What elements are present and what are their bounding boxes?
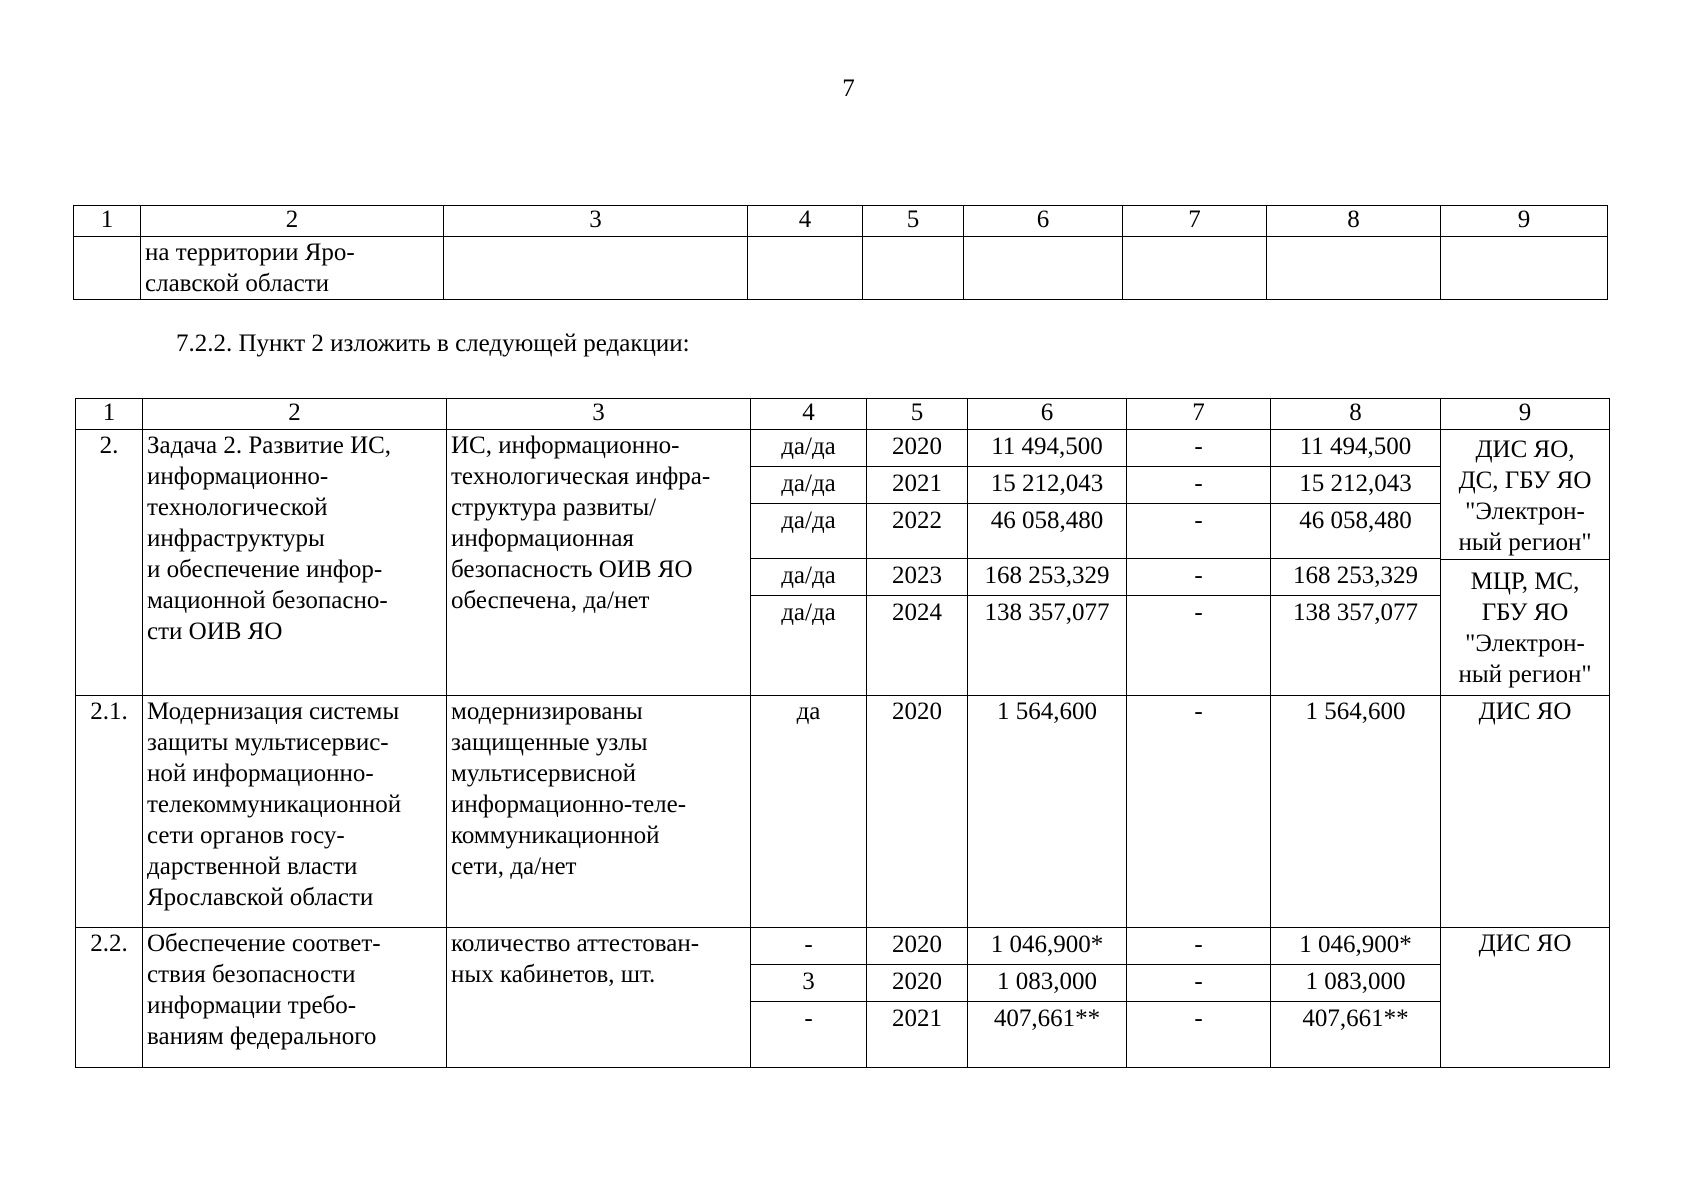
text-line: ной информационно- bbox=[147, 760, 374, 787]
sub-amount: 46 058,480 bbox=[1271, 503, 1440, 558]
text-line: Ярославской области bbox=[147, 884, 374, 911]
text-line: ДС, ГБУ ЯО bbox=[1458, 467, 1592, 494]
sub-total: 168 253,329 bbox=[968, 558, 1126, 595]
text-line: славской области bbox=[145, 270, 329, 297]
text-line: ствия безопасности bbox=[147, 961, 356, 988]
sub-year: 2020 bbox=[892, 931, 942, 958]
text-line: защиты мультисервис- bbox=[147, 729, 389, 756]
header-cell: 7 bbox=[1123, 206, 1267, 237]
header-row bbox=[74, 206, 1608, 237]
total: 1 564,600 bbox=[968, 696, 1127, 928]
amendment-paragraph: 7.2.2. Пункт 2 изложить в следующей редакции: bbox=[176, 330, 690, 357]
task-name-cell bbox=[143, 928, 447, 1068]
task-name-cell bbox=[143, 430, 447, 696]
text-line: информационно-теле- bbox=[451, 791, 687, 818]
sub-year: 2021 bbox=[867, 466, 967, 503]
sub-total: 1 083,000 bbox=[968, 964, 1126, 1001]
text-line: ный регион" bbox=[1458, 661, 1592, 688]
header-cell: 5 bbox=[867, 399, 968, 430]
sub-amount: 1 083,000 bbox=[1271, 964, 1440, 1001]
executor: ДИС ЯО bbox=[1441, 696, 1610, 928]
header-cell: 8 bbox=[1271, 399, 1441, 430]
sub-dash: - bbox=[1127, 503, 1270, 558]
sub-amount: 11 494,500 bbox=[1299, 433, 1412, 460]
col7-cell bbox=[1127, 928, 1271, 1068]
header-cell: 4 bbox=[751, 399, 867, 430]
amount: 1 564,600 bbox=[1271, 696, 1441, 928]
indicator-cell bbox=[447, 430, 751, 696]
text-line: ный регион" bbox=[1458, 529, 1592, 556]
total-cell bbox=[968, 928, 1127, 1068]
task-name-cell bbox=[143, 696, 447, 928]
indicator-value-cell bbox=[751, 928, 867, 1068]
header-cell: 2 bbox=[143, 399, 447, 430]
sub-dash: - bbox=[1127, 595, 1270, 632]
sub-dash: - bbox=[1194, 931, 1203, 958]
text-line: ГБУ ЯО bbox=[1481, 599, 1569, 626]
text-line: мационной безопасно- bbox=[147, 587, 388, 614]
table-row bbox=[76, 430, 1610, 696]
text-line: коммуникационной bbox=[451, 822, 660, 849]
continuation-table bbox=[73, 205, 1608, 300]
executor-cell bbox=[1441, 430, 1610, 696]
sub-total: 138 357,077 bbox=[968, 595, 1126, 632]
text-line: мультисервисной bbox=[451, 760, 636, 787]
sub-dash: - bbox=[1127, 964, 1270, 1001]
sub-year: 2023 bbox=[867, 558, 967, 595]
header-cell: 9 bbox=[1441, 399, 1610, 430]
text-line: модернизированы bbox=[451, 698, 643, 725]
indicator-cell bbox=[447, 928, 751, 1068]
sub-value: - bbox=[751, 1001, 866, 1038]
text-line: информационная bbox=[451, 525, 634, 552]
total-cell bbox=[968, 430, 1127, 696]
table-row bbox=[74, 237, 1608, 300]
sub-value: 3 bbox=[751, 964, 866, 1001]
header-cell: 5 bbox=[863, 206, 964, 237]
sub-value: да/да bbox=[751, 503, 866, 558]
text-line: ДИС ЯО, bbox=[1475, 436, 1575, 463]
sub-amount: 138 357,077 bbox=[1271, 595, 1440, 632]
row-number: 2.2. bbox=[76, 928, 143, 1068]
header-cell: 7 bbox=[1127, 399, 1271, 430]
text-line: сти ОИВ ЯО bbox=[147, 618, 283, 645]
sub-value: да/да bbox=[751, 558, 866, 595]
header-cell: 8 bbox=[1267, 206, 1441, 237]
sub-dash: - bbox=[1127, 558, 1270, 595]
text-line: телекоммуникационной bbox=[147, 791, 402, 818]
indicator-cell bbox=[447, 696, 751, 928]
text-line: Модернизация системы bbox=[147, 698, 400, 725]
text-line: информационно- bbox=[147, 463, 329, 490]
header-cell: 6 bbox=[968, 399, 1127, 430]
year-cell bbox=[867, 928, 968, 1068]
sub-value: да/да bbox=[751, 595, 866, 632]
col7-dash: - bbox=[1127, 696, 1271, 928]
year: 2020 bbox=[867, 696, 968, 928]
sub-year: 2020 bbox=[892, 433, 942, 460]
text-line: МЦР, МС, bbox=[1470, 568, 1580, 595]
col8-cell bbox=[1271, 430, 1441, 696]
text-line: безопасность ОИВ ЯО bbox=[451, 556, 693, 583]
header-cell: 1 bbox=[74, 206, 141, 237]
header-cell: 9 bbox=[1441, 206, 1608, 237]
sub-dash: - bbox=[1127, 466, 1270, 503]
text-line: технологическая инфра- bbox=[451, 463, 711, 490]
sub-year: 2024 bbox=[867, 595, 967, 632]
text-line: сети органов госу- bbox=[147, 822, 345, 849]
sub-year: 2021 bbox=[867, 1001, 967, 1038]
text-line: "Электрон- bbox=[1465, 630, 1585, 657]
year-cell bbox=[867, 430, 968, 696]
executor-bottom bbox=[1441, 560, 1609, 690]
header-cell: 6 bbox=[964, 206, 1123, 237]
sub-amount: 168 253,329 bbox=[1271, 558, 1440, 595]
header-cell: 3 bbox=[447, 399, 751, 430]
header-cell: 3 bbox=[444, 206, 748, 237]
header-cell: 1 bbox=[76, 399, 143, 430]
executor-top bbox=[1441, 430, 1609, 560]
sub-amount: 15 212,043 bbox=[1271, 466, 1440, 503]
col8-cell bbox=[1271, 928, 1441, 1068]
program-table bbox=[75, 398, 1610, 1068]
table-row bbox=[76, 928, 1610, 1068]
text-line: "Электрон- bbox=[1465, 498, 1585, 525]
header-row bbox=[76, 399, 1610, 430]
sub-total: 11 494,500 bbox=[991, 433, 1103, 460]
sub-year: 2022 bbox=[867, 503, 967, 558]
sub-dash: - bbox=[1127, 1001, 1270, 1038]
text-line: обеспечена, да/нет bbox=[451, 587, 650, 614]
text-line: сети, да/нет bbox=[451, 853, 577, 880]
page-number: 7 bbox=[842, 75, 855, 102]
sub-total: 407,661** bbox=[968, 1001, 1126, 1038]
text-line: Обеспечение соответ- bbox=[147, 930, 381, 957]
text-line: ИС, информационно- bbox=[451, 432, 680, 459]
sub-total: 1 046,900* bbox=[990, 931, 1104, 958]
sub-dash: - bbox=[1194, 433, 1203, 460]
header-cell: 2 bbox=[141, 206, 444, 237]
indicator-value: да bbox=[751, 696, 867, 928]
sub-total: 15 212,043 bbox=[968, 466, 1126, 503]
row-number: 2. bbox=[76, 430, 143, 696]
text-line: и обеспечение инфор- bbox=[147, 556, 383, 583]
text-line: Задача 2. Развитие ИС, bbox=[147, 432, 392, 459]
sub-value: да/да bbox=[781, 433, 836, 460]
sub-year: 2020 bbox=[867, 964, 967, 1001]
sub-amount: 407,661** bbox=[1271, 1001, 1440, 1038]
sub-total: 46 058,480 bbox=[968, 503, 1126, 558]
name-cell bbox=[141, 237, 444, 300]
text-line: количество аттестован- bbox=[451, 930, 700, 957]
text-line: дарственной власти bbox=[147, 853, 358, 880]
text-line: защищенные узлы bbox=[451, 729, 648, 756]
executor: ДИС ЯО bbox=[1441, 928, 1610, 1068]
text-line: на территории Яро- bbox=[145, 239, 355, 266]
sub-value: - bbox=[804, 931, 813, 958]
text-line: ных кабинетов, шт. bbox=[451, 961, 656, 988]
indicator-value-cell bbox=[751, 430, 867, 696]
header-cell: 4 bbox=[748, 206, 863, 237]
text-line: структура развиты/ bbox=[451, 494, 657, 521]
text-line: технологической bbox=[147, 494, 328, 521]
sub-amount: 1 046,900* bbox=[1299, 931, 1412, 958]
text-line: информации требо- bbox=[147, 992, 357, 1019]
col7-cell bbox=[1127, 430, 1271, 696]
sub-value: да/да bbox=[751, 466, 866, 503]
text-line: ваниям федерального bbox=[147, 1023, 377, 1050]
table-row bbox=[76, 696, 1610, 928]
text-line: инфраструктуры bbox=[147, 525, 325, 552]
row-number: 2.1. bbox=[76, 696, 143, 928]
